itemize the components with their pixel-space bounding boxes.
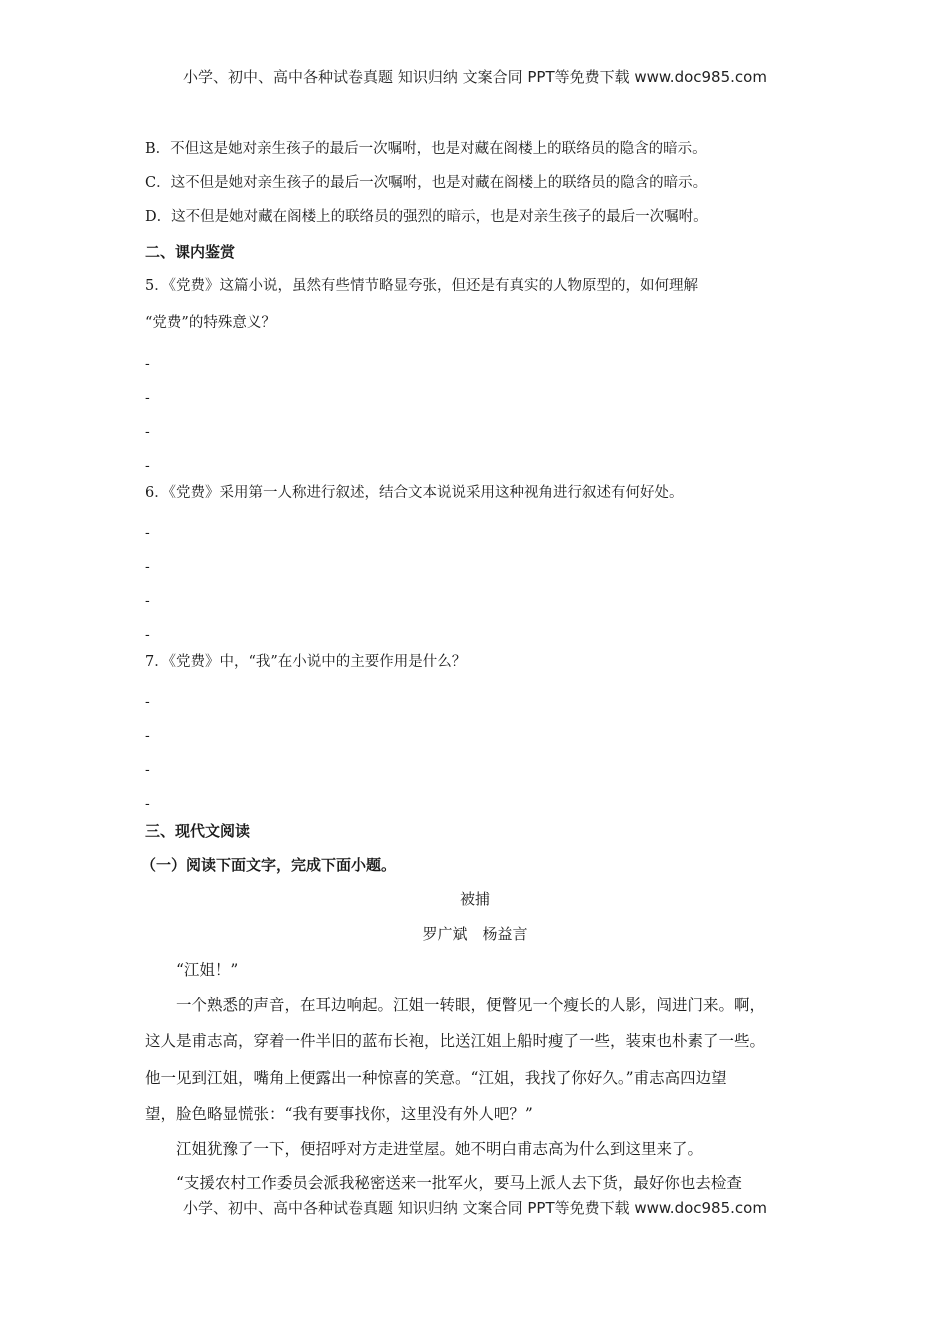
answer-blank: - — [145, 390, 150, 406]
answer-blank: - — [145, 762, 150, 778]
article-paragraph: 望，脸色略显慌张：“我有要事找你，这里没有外人吧？” — [145, 1105, 533, 1123]
answer-blank: - — [145, 458, 150, 474]
option-b: B．不但这是她对亲生孩子的最后一次嘱咐，也是对藏在阁楼上的联络员的隐含的暗示。 — [145, 141, 707, 157]
answer-blank: - — [145, 728, 150, 744]
answer-blank: - — [145, 796, 150, 812]
article-title: 被捕 — [459, 890, 490, 908]
article-authors: 罗广斌 杨益言 — [422, 925, 528, 943]
answer-blank: - — [145, 627, 150, 643]
article-paragraph: “支援农村工作委员会派我秘密送来一批军火，要马上派人去下货，最好你也去检查 — [176, 1174, 742, 1192]
answer-blank: - — [145, 525, 150, 541]
article-paragraph: “江姐！” — [176, 961, 239, 979]
answer-blank: - — [145, 593, 150, 609]
article-paragraph: 他一见到江姐，嘴角上便露出一种惊喜的笑意。“江姐，我找了你好久。”甫志高四边望 — [145, 1069, 727, 1087]
article-paragraph: 江姐犹豫了一下，便招呼对方走进堂屋。她不明白甫志高为什么到这里来了。 — [176, 1140, 704, 1158]
answer-blank: - — [145, 559, 150, 575]
option-c: C．这不但是她对亲生孩子的最后一次嘱咐，也是对藏在阁楼上的联络员的隐含的暗示。 — [145, 175, 708, 191]
answer-blank: - — [145, 694, 150, 710]
section-heading-2: 二、课内鉴赏 — [145, 243, 236, 261]
question-5-line-1: 5．《党费》这篇小说，虽然有些情节略显夸张，但还是有真实的人物原型的，如何理解 — [145, 278, 698, 294]
page-footer: 小学、初中、高中各种试卷真题 知识归纳 文案合同 PPT等免费下载 www.doc985.com — [183, 1199, 767, 1217]
question-5-line-2: “党费”的特殊意义？ — [145, 315, 276, 331]
article-paragraph: 一个熟悉的声音，在耳边响起。江姐一转眼，便瞥见一个瘦长的人影，闯进门来。啊， — [176, 996, 766, 1014]
subsection-heading: （一）阅读下面文字，完成下面小题。 — [141, 856, 397, 874]
answer-blank: - — [145, 424, 150, 440]
article-paragraph: 这人是甫志高，穿着一件半旧的蓝布长袍，比送江姐上船时瘦了一些，装束也朴素了一些。 — [145, 1032, 766, 1050]
answer-blank: - — [145, 356, 150, 372]
question-6: 6．《党费》采用第一人称进行叙述，结合文本说说采用这种视角进行叙述有何好处。 — [145, 485, 684, 501]
option-d: D．这不但是她对藏在阁楼上的联络员的强烈的暗示，也是对亲生孩子的最后一次嘱咐。 — [145, 209, 708, 225]
question-7: 7．《党费》中，“我”在小说中的主要作用是什么？ — [145, 654, 467, 670]
section-heading-3: 三、现代文阅读 — [145, 822, 251, 840]
page-header: 小学、初中、高中各种试卷真题 知识归纳 文案合同 PPT等免费下载 www.doc985.com — [183, 68, 767, 86]
